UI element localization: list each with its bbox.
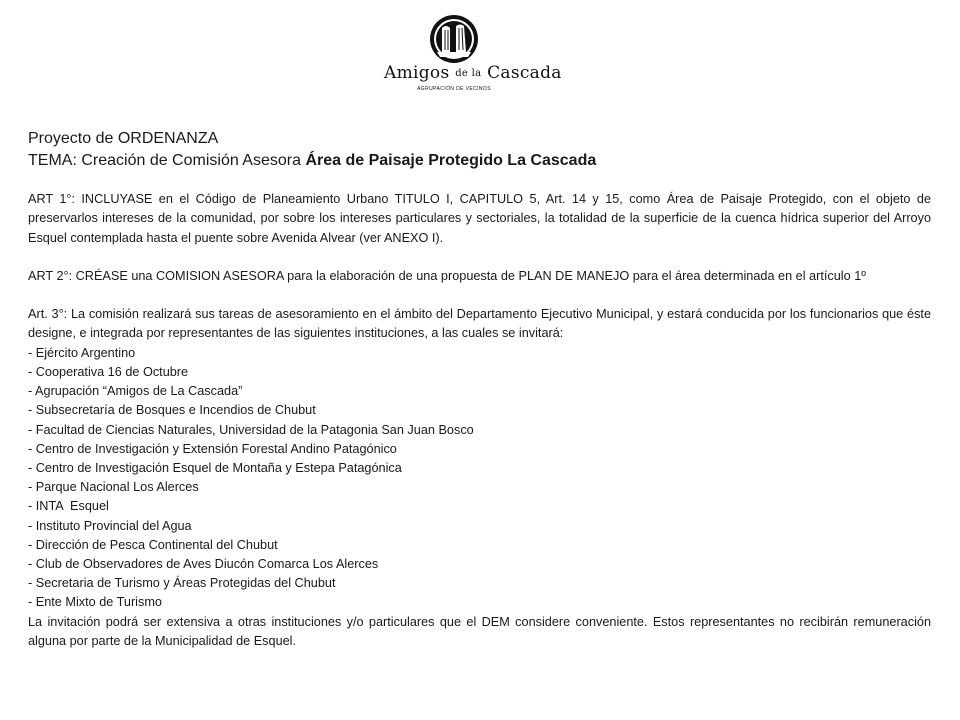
article-1: ART 1°: INCLUYASE en el Código de Planeamiento Urbano TITULO I, CAPITULO 5, Art. 14 y 15, como Área de Paisaje Protegido, con el objeto de preservarlos intereses de la comunidad, por sobre los intereses particulares y sectoriales, la totalidad de la superficie de la cuenca hídrica superior del Arroyo Esquel contemplada hasta el puente sobre Avenida Alvear (ver ANEXO I). (28, 192, 931, 245)
list-item: - Ejército Argentino (28, 345, 136, 360)
list-item: - Centro de Investigación y Extensión Forestal Andino Patagónico (28, 441, 397, 456)
list-item: - Cooperativa 16 de Octubre (28, 364, 189, 379)
list-item: - Parque Nacional Los Alerces (28, 480, 199, 495)
list-item: - Ente Mixto de Turismo (28, 595, 162, 610)
list-item: - INTA Esquel (28, 499, 109, 514)
document-type: Proyecto de ORDENANZA (28, 130, 219, 147)
list-item: - Subsecretaría de Bosques e Incendios de Chubut (28, 403, 316, 418)
document-topic: TEMA: Creación de Comisión Asesora Área de Paisaje Protegido La Cascada (28, 152, 597, 169)
article-3-closing: La invitación podrá ser extensiva a otras instituciones y/o particulares que el DEM considere conveniente. Estos representantes no recibirán remuneración alguna por parte de la Municipalidad de Esquel. (28, 614, 931, 648)
organization-logo (384, 14, 562, 100)
list-item: - Facultad de Ciencias Naturales, Universidad de la Patagonia San Juan Bosco (28, 422, 474, 437)
article-2: ART 2°: CRÉASE una COMISION ASESORA para la elaboración de una propuesta de PLAN DE MANEJO para el área determinada en el artículo 1º (28, 268, 866, 283)
document-body (28, 128, 931, 651)
list-item: - Instituto Provincial del Agua (28, 518, 192, 533)
list-item: - Secretaria de Turismo y Áreas Protegidas del Chubut (28, 576, 336, 591)
list-item: - Agrupación “Amigos de La Cascada” (28, 384, 243, 399)
article-3-intro: Art. 3°: La comisión realizará sus tareas de asesoramiento en el ámbito del Departamento Ejecutivo Municipal, y estará conducida por los funcionarios que éste designe, e integrada por representantes de las siguientes instituciones, a las cuales se invitará: (28, 307, 931, 341)
logo-subtitle: AGRUPACIÓN DE VECINOS (417, 86, 491, 92)
list-item: - Club de Observadores de Aves Diucón Comarca Los Alerces (28, 557, 379, 572)
waterfall-emblem-icon (384, 14, 524, 64)
logo-title: Amigos de la Cascada (384, 63, 562, 83)
institutions-list (28, 344, 931, 613)
list-item: - Dirección de Pesca Continental del Chubut (28, 537, 278, 552)
list-item: - Centro de Investigación Esquel de Montaña y Estepa Patagónica (28, 461, 402, 475)
